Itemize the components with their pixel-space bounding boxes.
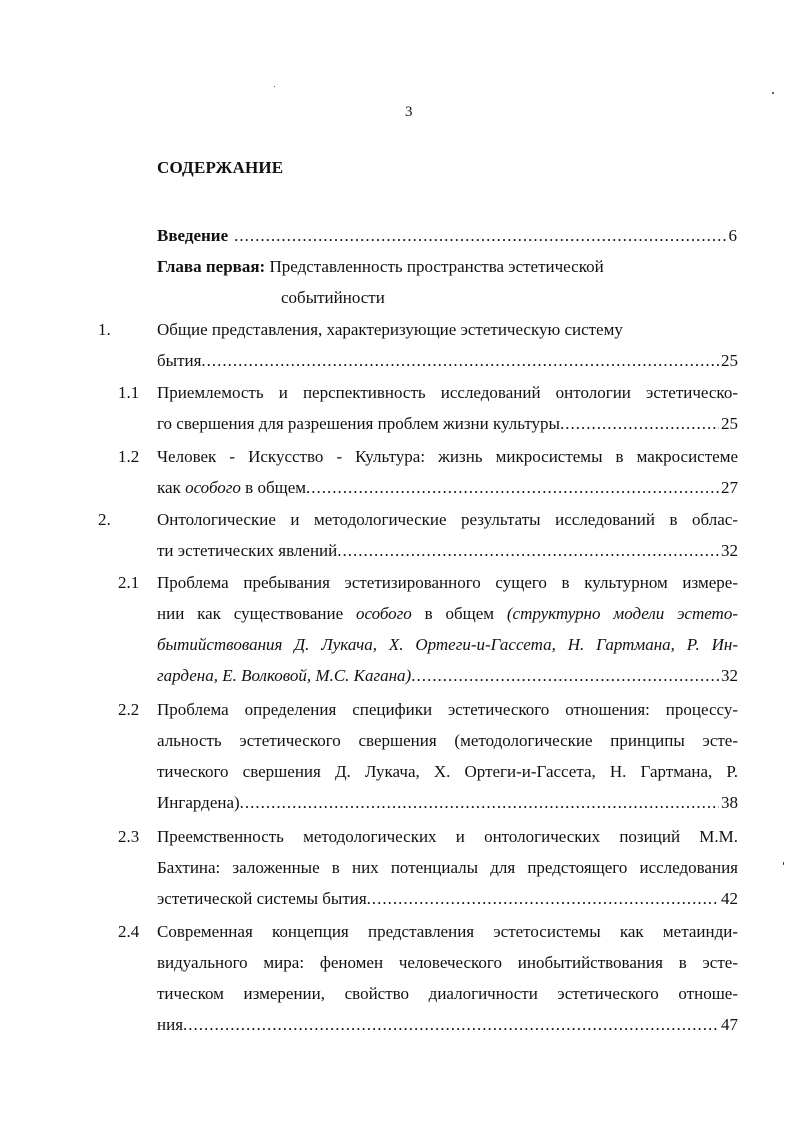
chapter-title-line2: событийности <box>281 288 385 307</box>
toc-page-ref: 42 <box>721 889 738 908</box>
toc-entry-line: тическом измерении, свойство диалогичности эстетического отноше- <box>157 984 738 1003</box>
toc-page-ref: 25 <box>721 351 738 370</box>
toc-heading: СОДЕРЖАНИЕ <box>157 158 284 177</box>
toc-entry-line: Современная концепция представления эстетосистемы как метаинди- <box>157 922 738 941</box>
toc-entry-line: Бахтина: заложенные в них потенциалы для предстоящего исследования <box>157 858 738 877</box>
toc-entry-line: Онтологические и методологические результаты исследований в облас- <box>157 510 738 529</box>
toc-page-ref: 27 <box>721 478 738 497</box>
toc-entry-line: го свершения для разрешения проблем жизни культуры <box>157 414 560 433</box>
toc-entry-number: 1.1 <box>118 383 140 402</box>
toc-page-ref: 32 <box>721 666 738 685</box>
leader-dots <box>411 660 719 691</box>
toc-entry-number: 2.1 <box>118 573 140 592</box>
leader-dots <box>367 883 719 914</box>
toc-entry-number: 1. <box>98 320 111 339</box>
toc-entry-number: 2.3 <box>118 827 140 846</box>
leader-dots <box>183 1009 719 1040</box>
toc-entry-line: Проблема определения специфики эстетического отношения: процессу- <box>157 700 738 719</box>
toc-entry-number: 2.4 <box>118 922 140 941</box>
leader-dots <box>240 787 719 818</box>
leader-dots <box>306 472 719 503</box>
toc-entry-number: 2.2 <box>118 700 140 719</box>
toc-page-ref: 47 <box>721 1015 738 1034</box>
toc-entry-line: ния <box>157 1015 184 1034</box>
scan-speck <box>772 92 774 94</box>
scan-speck <box>783 862 784 865</box>
toc-entry-line: эстетической системы бытия <box>157 889 367 908</box>
toc-entry-line: ти эстетических явлений <box>157 541 338 560</box>
toc-entry-line: Проблема пребывания эстетизированного сущего в культурном измере- <box>157 573 738 592</box>
toc-entry-line: Общие представления, характеризующие эстетическую систему <box>157 320 623 339</box>
chapter-label: Глава первая <box>157 257 260 276</box>
page-number: 3 <box>405 104 413 120</box>
scan-speck <box>274 86 275 87</box>
toc-page-ref: 32 <box>721 541 738 560</box>
toc-entry-line: бытия <box>157 351 202 370</box>
toc-entry-number: 1.2 <box>118 447 140 466</box>
toc-entry-line: альность эстетического свершения (методологические принципы эсте- <box>157 731 738 750</box>
toc-page-ref: 38 <box>721 793 738 812</box>
toc-entry-line: тического свершения Д. Лукача, Х. Ортеги-и-Гассета, Н. Гартмана, Р. <box>157 762 738 781</box>
leader-dots <box>560 408 719 439</box>
toc-entry-line: видуального мира: феномен человеческого инобытийствования в эсте- <box>157 953 738 972</box>
toc-page-ref: 25 <box>721 414 738 433</box>
toc-entry-line: бытийствования Д. Лукача, Х. Ортеги-и-Гассета, Н. Гартмана, Р. Ин- <box>157 635 738 654</box>
toc-entry-line: нии как существование особого в общем (структурно модели эстето- <box>157 604 738 623</box>
toc-entry-line: гардена, Е. Волковой, М.С. Кагана) <box>157 666 412 685</box>
toc-entry-line: Приемлемость и перспективность исследований онтологии эстетическо- <box>157 383 738 402</box>
toc-entry-line: Ингардена) <box>157 793 240 812</box>
toc-entry-number: 2. <box>98 510 111 529</box>
toc-page-ref: 6 <box>728 226 737 245</box>
toc-entry-line: Человек - Искусство - Культура: жизнь микросистемы в макросистеме <box>157 447 738 466</box>
document-page: 3 СОДЕРЖАНИЕ Введение ..... 6 Глава первая: Представленность пространства эстетической событийности 1. Общие представления, характеризующие эстетическую систему бытия ..... 25 1.1 Приемлемость и перспективность исследований онтологии эстетическо- го свершения для разрешения проблем жизни культуры ..... 25 1.2 Человек - Искусство - Культура: жизнь микросистемы в макросистеме как особого в общем ..... 27 2. Онтологические и методологические результаты исследований в облас- ти эстетических явлений ..... 32 2.1 Проблема пребывания эстетизированного сущего в культурном измере- нии как существование особого в общем (структурно модели эстето- бытийствования Д. Лукача, Х. Ортеги-и-Гассета, Н. Гартмана, Р. Ин- гардена, Е. Волковой, М.С. Кагана) ..... 32 2.2 Проблема определения специфики эстетического отношения: процессу- альность эстетического свершения (методологические принципы эсте- тического свершения Д. Лукача, Х. Ортеги-и-Гассета, Н. Гартмана, Р. Ингардена) ..... 38 2.3 Преемственность методологических и онтологических позиций М.М. Бахтина: заложенные в них потенциалы для предстоящего исследования эстетической системы бытия ..... 42 2.4 Современная концепция представления эстетосистемы как метаинди- видуального мира: феномен человеческого инобытийствования в эсте- тическом измерении, свойство диалогичности эстетического отноше- ния ..... 47 <box>0 0 793 1122</box>
toc-entry-line: Преемственность методологических и онтологических позиций М.М. <box>157 827 738 846</box>
leader-dots <box>201 345 719 376</box>
leader-dots <box>228 220 726 251</box>
toc-entry-label: Введение <box>157 226 229 245</box>
leader-dots <box>337 535 719 566</box>
chapter-title-line1: Представленность пространства эстетической <box>269 257 604 276</box>
